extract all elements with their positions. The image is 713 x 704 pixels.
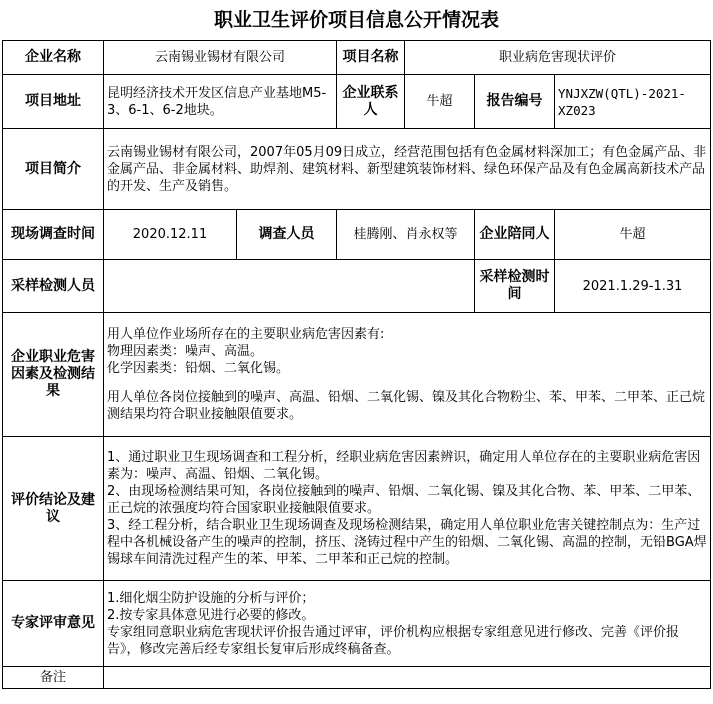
expert-value (104, 581, 711, 667)
row-sampling (3, 260, 711, 313)
hazard-result: 用人单位各岗位接触到的噪声、高温、铅烟、二氧化锡、镍及其化合物粉尘、苯、甲苯、二甲苯、正己烷测结果均符合职业接触限值要求。 (107, 390, 706, 422)
hazard-label: 企业职业危害因素及检测结果 (3, 313, 104, 437)
conclusion-item-3: 3、经工程分析，结合职业卫生现场调查及现场检测结果，确定用人单位职业危害关键控制点为：生产过程中各机械设备产生的噪声的控制，挤压、浇铸过程中产生的铅烟、二氧化锡、高温的控制，无铅BGA焊锡球车间清洗过程产生的苯、甲苯、二甲苯和正己烷的控制。 (107, 518, 707, 567)
project-name-value: 职业病危害现状评价 (405, 41, 711, 75)
hazard-line-1: 用人单位作业场所存在的主要职业病危害因素有: (107, 327, 385, 342)
investigator-value: 桂腾刚、肖永权等 (337, 210, 475, 260)
conclusion-value (104, 437, 711, 581)
contact-value: 牛超 (405, 75, 475, 129)
row-address (3, 75, 711, 129)
conclusion-item-1: 1、通过职业卫生现场调查和工程分析，经职业病危害因素辨识，确定用人单位存在的主要职业病危害因素为：噪声、高温、铅烟、二氧化锡。 (107, 450, 701, 482)
intro-value: 云南锡业锡材有限公司，2007年05月09日成立，经营范围包括有色金属材料深加工；有色金属产品、非金属产品、非金属材料、助焊剂、建筑材料、新型建筑装饰材料、绿色环保产品及有色金属高新技术产品的开发、生产及销售。 (104, 129, 711, 210)
expert-label: 专家评审意见 (3, 581, 104, 667)
conclusion-item-2: 2、由现场检测结果可知，各岗位接触到的噪声、铅烟、二氧化锡、镍及其化合物、苯、甲苯、二甲苯、正己烷的浓强度均符合国家职业接触限值要求。 (107, 484, 701, 516)
sample-time-label: 采样检测时间 (475, 260, 555, 313)
sample-time-value: 2021.1.29-1.31 (555, 260, 711, 313)
contact-label: 企业联系人 (337, 75, 405, 129)
intro-label: 项目简介 (3, 129, 104, 210)
remark-label: 备注 (3, 667, 104, 689)
remark-value (104, 667, 711, 689)
row-expert (3, 581, 711, 667)
row-company (3, 41, 711, 75)
investigator-label: 调查人员 (237, 210, 337, 260)
report-no-value: YNJXZW(QTL)-2021-XZ023 (555, 75, 711, 129)
sampler-value (104, 260, 475, 313)
hazard-line-2: 物理因素类：噪声、高温。 (107, 344, 264, 359)
row-conclusion (3, 437, 711, 581)
row-hazard (3, 313, 711, 437)
address-value: 昆明经济技术开发区信息产业基地M5-3、6-1、6-2地块。 (104, 75, 337, 129)
report-no-label: 报告编号 (475, 75, 555, 129)
row-survey (3, 210, 711, 260)
company-label: 企业名称 (3, 41, 104, 75)
survey-time-label: 现场调查时间 (3, 210, 104, 260)
escort-label: 企业陪同人 (475, 210, 555, 260)
hazard-value (104, 313, 711, 437)
hazard-line-3: 化学因素类：铅烟、二氧化锡。 (107, 361, 290, 376)
hazard-spacer (107, 377, 707, 389)
row-intro (3, 129, 711, 210)
company-value: 云南锡业锡材有限公司 (104, 41, 337, 75)
expert-item-2: 2.按专家具体意见进行必要的修改。 (107, 607, 315, 623)
info-table (2, 40, 711, 689)
row-remark (3, 667, 711, 689)
project-name-label: 项目名称 (337, 41, 405, 75)
expert-item-3: 专家组同意职业病危害现状评价报告通过评审，评价机构应根据专家组意见进行修改、完善《评价报告》，修改完善后经专家组长复审后形成终稿备查。 (107, 624, 680, 657)
address-label: 项目地址 (3, 75, 104, 129)
expert-item-1: 1.细化烟尘防护设施的分析与评价； (107, 590, 315, 606)
sampler-label: 采样检测人员 (3, 260, 104, 313)
escort-value: 牛超 (555, 210, 711, 260)
survey-time-value: 2020.12.11 (104, 210, 237, 260)
conclusion-label: 评价结论及建议 (3, 437, 104, 581)
page-title: 职业卫生评价项目信息公开情况表 (213, 9, 499, 31)
